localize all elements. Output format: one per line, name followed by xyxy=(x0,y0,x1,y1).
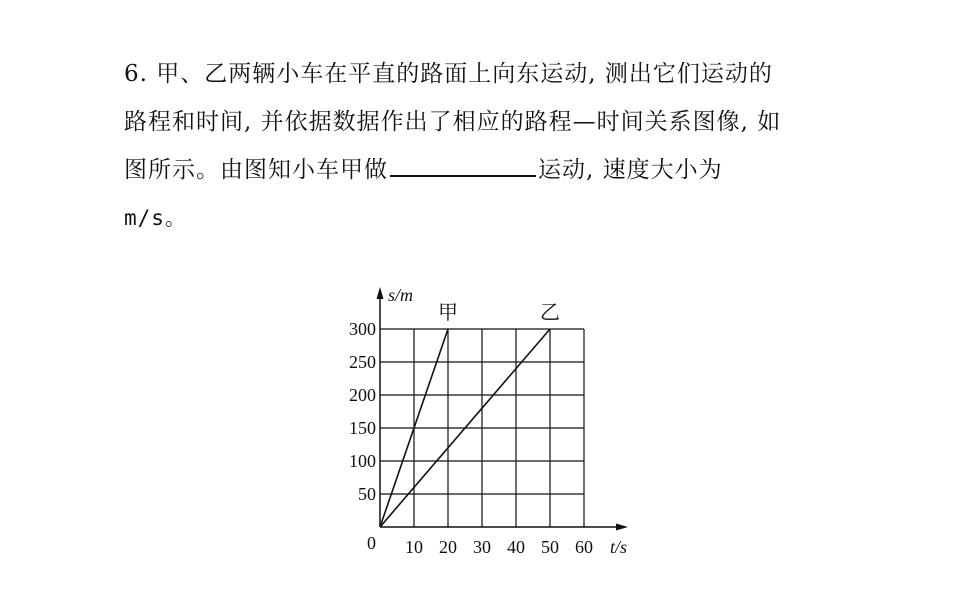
y-tick-label-150: 150 xyxy=(349,418,376,438)
x-axis-label: t/s xyxy=(610,537,628,557)
series-label-1: 甲 xyxy=(438,302,458,324)
x-tick-label-50: 50 xyxy=(541,537,559,557)
x-tick-label-20: 20 xyxy=(439,537,457,557)
question-text xyxy=(124,50,924,242)
y-tick-label-300: 300 xyxy=(349,319,376,339)
question-line-3 xyxy=(124,146,924,194)
y-tick-label-100: 100 xyxy=(349,451,376,471)
question-line-3-start: 图所示。由图知小车甲做 xyxy=(124,157,388,183)
y-tick-label-250: 250 xyxy=(349,352,376,372)
x-tick-label-30: 30 xyxy=(473,537,491,557)
tick-labels xyxy=(349,285,627,557)
question-line-2: 路程和时间, 并依据数据作出了相应的路程—时间关系图像, 如 xyxy=(124,109,782,135)
x-tick-label-10: 10 xyxy=(405,537,423,557)
distance-time-chart xyxy=(320,275,650,565)
series-label-2: 乙 xyxy=(540,302,560,324)
question-line-1: 6. 甲、乙两辆小车在平直的路面上向东运动, 测出它们运动的 xyxy=(124,61,773,87)
question-line-4: m/s。 xyxy=(124,206,187,230)
answer-blank[interactable] xyxy=(390,149,536,177)
origin-label: 0 xyxy=(367,533,376,553)
y-axis-label: s/m xyxy=(388,285,414,305)
grid-lines xyxy=(380,329,584,527)
y-tick-label-50: 50 xyxy=(358,484,376,504)
question-line-3-end: 运动, 速度大小为 xyxy=(538,157,723,183)
y-tick-label-200: 200 xyxy=(349,385,376,405)
y-axis-arrow xyxy=(377,287,384,299)
x-tick-label-60: 60 xyxy=(575,537,593,557)
x-axis-arrow xyxy=(616,524,628,531)
x-tick-label-40: 40 xyxy=(507,537,525,557)
